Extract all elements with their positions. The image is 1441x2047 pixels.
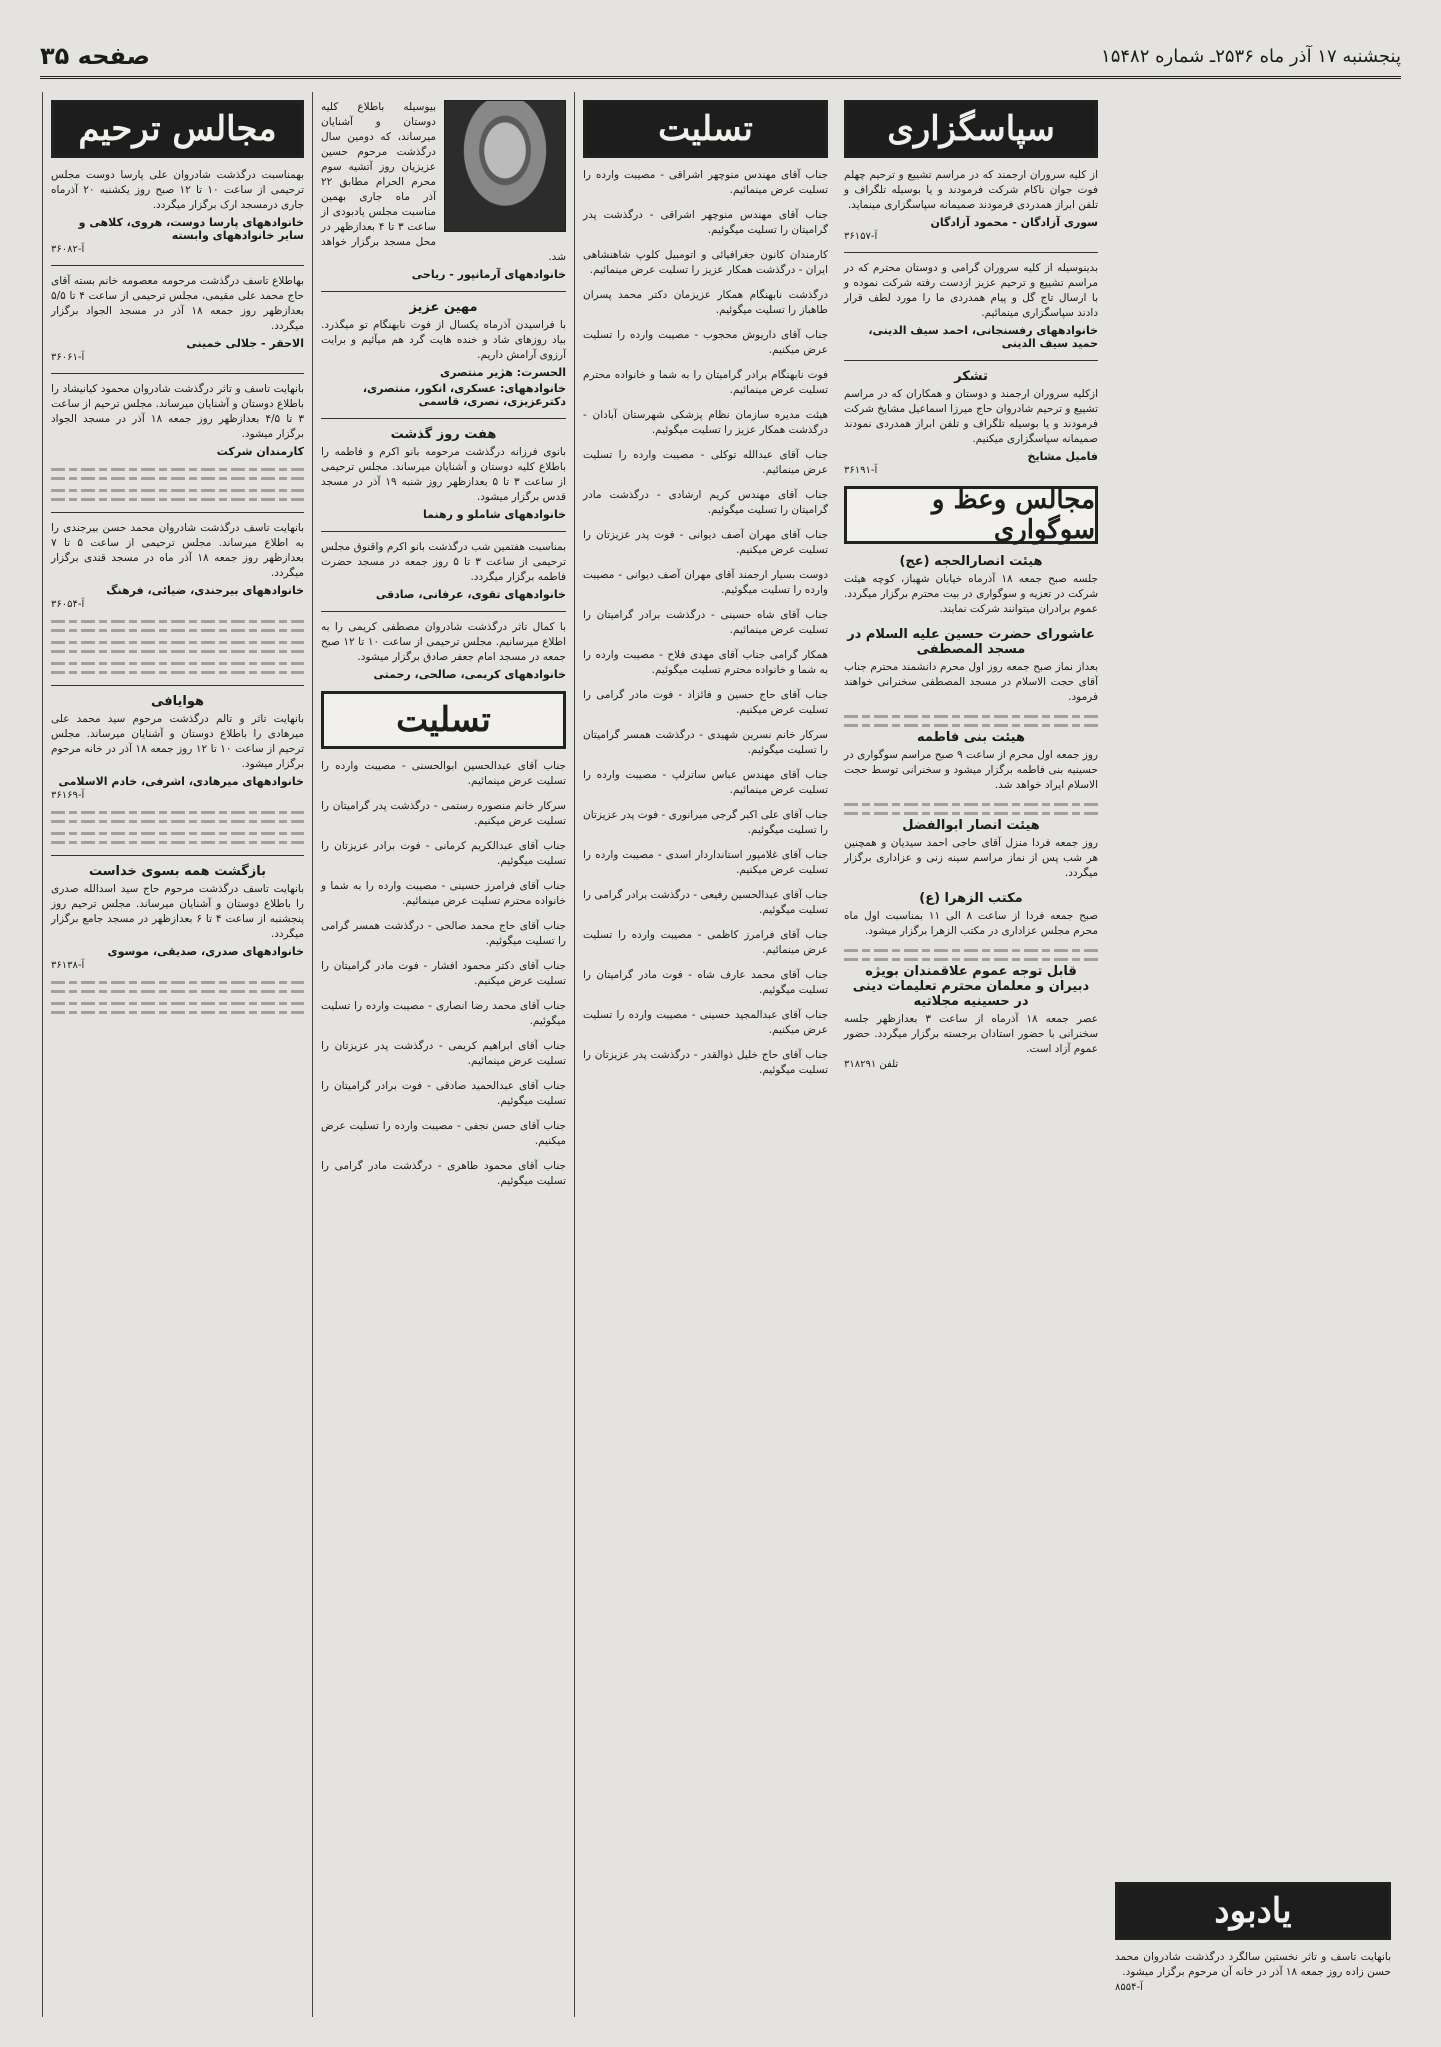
divider [321,611,566,612]
notice-code: آ-۳۶۰۵۴ [51,599,85,610]
notice-signature: خانوادههای رفسنجانی، احمد سیف الدینی، حمید سیف الدینی [868,324,1098,350]
notice-body: بمناسبت هفتمین شب درگذشت بانو اکرم واقنوق مجلس ترحیمی از ساعت ۳ تا ۵ روز جمعه در مسجد حضرت فاطمه برگزار میگردد. [321,541,566,583]
text-filler [51,620,304,635]
notice-code: آ-۳۶۰۸۲ [51,244,85,255]
condolence-text: جناب آقای مهندس عباس ساترلپ - مصیبت وارده را تسلیت عرض مینمائیم. [583,769,828,796]
notice-title: عاشورای حضرت حسین علیه السلام در مسجد المصطفی [847,627,1095,657]
text-filler [51,468,304,483]
notice-body: روز جمعه اول محرم از ساعت ۹ صبح مراسم سوگواری در حسینیه بنی فاطمه برگزار میشود و سخنرانی توسط حجت الاسلام ایراد خواهد شد. [844,749,1098,791]
divider [51,855,304,856]
condolence-item [583,288,828,318]
notice [321,427,566,521]
notice-body: بانوی فرزانه درگذشت مرحومه بانو اکرم و فاطمه را باطلاع کلیه دوستان و آشنایان میرساند. مجلس ترحیمی از ساعت ۳ تا ۵ بعدازظهر روز شنبه ۱۹ آذر در مسجد قدس برگزار میشود. [321,446,566,503]
banner-vaz-sogvari: مجالس وعظ و سوگواری [844,486,1098,544]
dateline: پنجشنبه ۱۷ آذر ماه ۲۵۳۶ـ شماره ۱۵۴۸۲ [1101,45,1401,67]
notice-title: هوایافی [150,694,205,709]
condolence-item [583,608,828,638]
notice-families: خانوادههای: عسکری، انکور، منتصری، دکترعزیزی، نصری، قاسمی [362,382,566,408]
condolence-item [583,1008,828,1038]
text-filler [51,811,304,826]
condolence-text: جناب آقای عبدالکریم کرمانی - فوت برادر عزیزتان را تسلیت میگوئیم. [321,840,566,867]
columns [42,92,1399,2017]
text-filler [844,803,1098,818]
condolence-item [321,999,566,1029]
notice-body: عصر جمعه ۱۸ آذرماه از ساعت ۳ بعدازظهر جلسه سخنرانی با حضور استادان برجسته برگزار میگردد. حضور عموم آزاد است. [844,1013,1098,1055]
column-tarhim [42,92,312,2017]
notice-signature: کارمندان شرکت [216,445,304,458]
condolence-item [583,1048,828,1078]
condolence-item [321,879,566,909]
divider [51,265,304,266]
notice-body: با کمال تاثر درگذشت شادروان مصطفی کریمی را به اطلاع میرسانیم. مجلس ترحیمی از ساعت ۱۰ تا ۱۲ صبح جمعه در مسجد امام جعفر صادق برگزار میشود. [321,621,567,663]
notice-title: مهین عزیز [409,300,478,315]
condolence-text: جناب آقای مهندس منوچهر اشراقی - درگذشت پدر گرامیتان را تسلیت میگوئیم. [583,209,828,236]
condolence-text: جناب آقای حاج خلیل ذوالقدر - درگذشت پدر عزیزتان را تسلیت میگوئیم. [583,1049,828,1076]
vaz-notice [844,964,1098,1070]
text-filler [51,1002,304,1017]
notice-title: هیئت انصارالحجه (عج) [899,554,1043,569]
condolence-item [583,928,828,958]
condolence-item [321,759,566,789]
condolence-item [583,368,828,398]
notice-body: بهمناسبت درگذشت شادروان علی پارسا دوست مجلس ترحیمی از ساعت ۱۰ تا ۱۲ صبح روز یکشنبه ۲۰ آذرماه جاری درمسجد ارک برگزار میگردد. [51,169,305,211]
condolence-text: جناب آقای ابراهیم کریمی - درگذشت پدر عزیزتان را تسلیت عرض مینمائیم. [321,1040,566,1067]
notice-body: جلسه صبح جمعه ۱۸ آذرماه خیابان شهباز، کوچه هیئت شرکت در تعزیه و سوگواری در بیت محترم برگزار میگردد. عموم برادران میتوانند شرکت نمایند. [844,573,1098,615]
notice-body: بانهایت تاسف و تاثر درگذشت شادروان محمود کیانیشاد را باطلاع دوستان و آشنایان میرساند. مجلس ترحیم از ساعت ۳ تا ۴/۵ بعدازظهر روز جمعه ۱۸ آذر در مسجد الجواد برگزار میشود. [51,383,305,440]
divider [321,418,566,419]
notice-signature: خانوادههای تقوی، عرفانی، صادقی [375,588,566,601]
divider [51,512,304,513]
notice-signature: خانوادههای پارسا دوست، هروی، کلاهی و سایر خانوادههای وابسته [78,216,304,242]
condolence-text: جناب آقای عبدالحسین ابوالحسنی - مصیبت وارده را تسلیت عرض مینمائیم. [321,760,566,787]
text-filler [51,489,304,504]
text-filler [51,832,304,847]
divider [321,531,566,532]
condolence-item [583,808,828,838]
condolence-text: درگذشت نابهنگام همکار عزیزمان دکتر محمد پسران طاهباز را تسلیت میگوئیم. [583,289,828,316]
notice-title: قابل توجه عموم علاقمندان بویژه دبیران و معلمان محترم تعلیمات دینی در حسینیه مجلاتیه [852,964,1090,1009]
notice-body: بانهایت تاسف درگذشت شادروان محمد حسن بیرجندی را به اطلاع میرساند. مجلس ترحیمی از ساعت ۵ تا ۷ بعدازظهر روز جمعه ۱۸ آذر ماه در مسجد قندی برگزار میگردد. [51,522,304,579]
notice [51,864,304,971]
condolence-item [321,839,566,869]
condolence-text: جناب آقای محمد عارف شاه - فوت مادر گرامیتان را تسلیت میگوئیم. [583,969,828,996]
notice [321,300,566,408]
notice [51,168,304,255]
banner-yadbud: یادبود [1115,1882,1391,1940]
condolence-item [583,968,828,998]
condolence-text: همکار گرامی جناب آقای مهدی فلاح - مصیبت وارده را به شما و خانواده محترم تسلیت میگوئیم. [583,649,828,676]
condolence-item [583,528,828,558]
condolence-text: سرکار خانم نسرین شهیدی - درگذشت همسر گرامیتان را تسلیت میگوئیم. [583,729,828,756]
notice-signature: خانوادههای بیرجندی، ضیائی، فرهنگ [106,584,304,597]
condolence-item [583,888,828,918]
condolence-text: جناب آقای فرامرز کاظمی - مصیبت وارده را تسلیت عرض مینمائیم. [583,929,828,956]
notice-title: هفت روز گذشت [390,427,497,442]
divider [844,360,1098,361]
condolence-text: جناب آقای عبدالمجید حسینی - مصیبت وارده را تسلیت عرض میکنیم. [583,1009,828,1036]
condolence-item [583,648,828,678]
notice-signature: خانوادههای آرمانپور - ریاحی [411,268,566,281]
notice-body: روز جمعه فردا منزل آقای حاجی احمد سیدیان و همچنین هر شب پس از نماز مراسم سینه زنی و عزاداری برگزار میگردد. [844,837,1098,879]
condolence-text: جناب آقای غلامپور استانداردار اسدی - مصیبت وارده را تسلیت عرض میکنیم. [583,849,828,876]
notice-title: هیئت بنی فاطمه [916,730,1026,745]
condolence-item [583,848,828,878]
condolence-item [321,1119,566,1149]
column-tasliyat [574,92,836,2017]
condolence-text: جناب آقای دکتر محمود افشار - فوت مادر گرامیتان را تسلیت عرض میکنیم. [321,960,566,987]
text-filler [51,981,304,996]
divider [51,685,304,686]
notice [844,261,1098,350]
notice-body: با فراسیدن آذرماه یکسال از فوت نابهنگام تو میگذرد. بیاد روزهای شاد و خنده هایت گرد هم میآئیم و برایت آرزوی آرامش داریم. [321,319,566,361]
condolence-item [321,1079,566,1109]
condolence-item [583,248,828,278]
condolence-item [583,688,828,718]
condolence-text: جناب آقای مهندس منوچهر اشراقی - مصیبت وارده را تسلیت عرض مینمائیم. [583,169,828,196]
divider [321,291,566,292]
column-sepas-vaz [836,92,1106,2017]
condolence-item [583,208,828,238]
notice-signature: الاحقر - جلالی خمینی [186,337,304,350]
condolence-item [583,408,828,438]
notice-title: تشکر [954,369,988,384]
vaz-notice [844,554,1098,617]
vaz-notice [844,818,1098,881]
notice-signature: خانوادههای میرهادی، اشرفی، خادم الاسلامی [58,775,304,788]
condolence-text: جناب آقای شاه حسینی - درگذشت برادر گرامیتان را تسلیت عرض مینمائیم. [583,609,828,636]
notice-code: آ-۸۵۵۴ [1115,1982,1143,1993]
notice-signature: خانوادههای کریمی، صالحی، رحمتی [373,668,566,681]
vaz-notice [844,627,1098,705]
condolence-text: جناب آقای عبدالحسین رفیعی - درگذشت برادر گرامی را تسلیت میگوئیم. [583,889,828,916]
obituary-with-photo [321,100,566,281]
notice-signature: خانوادههای صدری، صدیقی، موسوی [107,945,304,958]
condolence-text: هیئت مدیره سازمان نظام پزشکی شهرستان آبادان - درگذشت همکار عزیز را تسلیت میگوئیم. [583,409,828,436]
notice-code: تلفن ۳۱۸۲۹۱ [844,1059,899,1070]
banner-majales-tarhim: مجالس ترحیم [51,100,304,158]
condolence-text: جناب آقای حاج محمد صالحی - درگذشت همسر گرامی را تسلیت میگوئیم. [321,920,566,947]
banner-tasliyat: تسلیت [321,691,566,749]
condolence-item [583,488,828,518]
notice [51,521,304,610]
text-filler [51,662,304,677]
notice-body: بیوسیله باطلاع کلیه دوستان و آشنایان میرساند، که دومین سال درگذشت مرحوم حسین عزیزیان روز آتشیه سوم محرم الحرام مطابق ۲۲ آذر ماه جاری بهمین مناسبت مجلس یادبودی از ساعت ۳ تا ۴ بعدازظهر در محل مسجد برگزار خواهد شد. [321,101,566,263]
notice-signature: الحسرت: هژیر منتصری [440,366,566,379]
notice [844,168,1098,242]
notice-title: مکتب الزهرا (ع) [919,891,1023,906]
notice-body: بانهایت تاسف و تاثر نخستین سالگرد درگذشت شادروان محمد حسن زاده روز جمعه ۱۸ آذر در خانه آن مرحوم برگزار میشود. [1115,1951,1391,1978]
banner-tasliyat: تسلیت [583,100,828,158]
column-notices [312,92,574,2017]
notice-code: آ-۳۶۱۹۱ [844,465,878,476]
notice-code: آ-۳۶۰۶۱ [51,352,85,363]
condolence-text: کارمندان کانون جغرافیائی و اتومبیل کلوپ شاهنشاهی ایران - درگذشت همکار عزیز را تسلیت عرض مینمائیم. [583,249,828,276]
notice [51,382,304,458]
text-filler [51,641,304,656]
notice-body: ازکلیه سروران ارجمند و دوستان و همکاران که در مراسم تشییع و ترحیم شادروان حاج میرزا اسماعیل مشایخ شرکت فرمودند و یا بوسیله تلگراف و تلفن ابراز همدردی نمودند صمیمانه سپاسگزاری میکنیم. [844,388,1098,445]
notice-body: بعداز نماز صبح جمعه روز اول محرم دانشمند محترم جناب آقای حجت الاسلام در مسجد المصطفی سخنرانی خواهند فرمود. [844,661,1098,703]
condolence-text: جناب آقای حسن نجفی - مصیبت وارده را تسلیت عرض میکنیم. [321,1120,566,1147]
condolence-item [321,919,566,949]
notice-code: آ-۳۶۱۶۹ [51,790,85,801]
notice-code: آ-۳۶۱۵۷ [844,231,878,242]
text-filler [844,949,1098,964]
yadbud-section [1115,1874,1391,2003]
condolence-text: فوت نابهنگام برادر گرامیتان را به شما و خانواده محترم تسلیت عرض مینمائیم. [583,369,828,396]
notice [51,694,304,801]
condolence-text: جناب آقای علی اکبر گرجی میرانوری - فوت پدر عزیزتان را تسلیت میگوئیم. [583,809,828,836]
condolence-text: جناب آقای عبدالحمید صادقی - فوت برادر گرامیتان را تسلیت میگوئیم. [321,1080,566,1107]
notice-body: از کلیه سروران ارجمند که در مراسم تشییع و ترحیم چهلم فوت جوان ناکام شرکت فرمودند و یا بوسیله تلگراف و تلفن ابراز همدردی فرمودند صمیمانه سپاسگزاری مینماید. [844,169,1098,211]
notice-title: بازگشت همه بسوی خداست [88,864,267,879]
condolence-text: جناب آقای عبدالله توکلی - مصیبت وارده را تسلیت عرض مینمائیم. [583,449,828,476]
notice-body: بانهایت تاثر و تالم درگذشت مرحوم سید محمد علی میرهادی را باطلاع دوستان و آشنایان میرساند. مجلس ترحیم از ساعت ۱۰ تا ۱۲ روز جمعه ۱۸ آذر در خانه مرحوم برگزار میشود. [51,713,305,770]
notice [1115,1950,1391,1993]
notice-body: بانهایت تاسف درگذشت مرحوم حاج سید اسدالله صدری را باطلاع دوستان و آشنایان میرساند. مجلس ترحیم روز پنجشنبه از ساعت ۴ تا ۶ بعدازظهر در مسجد جامع برگزار میگردد. [51,883,305,940]
notice-signature: خانوادههای شاملو و رهنما [422,508,566,521]
condolence-text: جناب آقای حاج حسین و فائزاد - فوت مادر گرامی را تسلیت عرض میکنیم. [583,689,828,716]
condolence-text: جناب آقای فرامرز حسینی - مصیبت وارده را به شما و خانواده محترم تسلیت عرض مینمائیم. [321,880,566,907]
divider [51,373,304,374]
portrait-photo [444,100,566,232]
condolence-item [583,768,828,798]
condolence-text: دوست بسیار ارجمند آقای مهران آصف دیوانی - مصیبت وارده را تسلیت میگوئیم. [583,569,828,596]
condolence-text: سرکار خانم منصوره رستمی - درگذشت پدر گرامیتان را تسلیت عرض میکنیم. [321,800,566,827]
page-number: صفحه ۳۵ [40,42,150,70]
condolence-item [321,1159,566,1189]
condolence-item [321,959,566,989]
vaz-notice [844,891,1098,939]
condolence-item [583,568,828,598]
condolence-text: جناب آقای مهران آصف دیوانی - فوت پدر عزیزتان را تسلیت عرض میکنیم. [583,529,828,556]
notice [844,369,1098,476]
notice-code: آ-۳۶۱۳۸ [51,960,85,971]
condolence-text: جناب آقای مهندس کریم ارشادی - درگذشت مادر گرامیتان را تسلیت میگوئیم. [583,489,828,516]
condolence-item [583,728,828,758]
condolence-item [321,1039,566,1069]
notice-body: بدینوسیله از کلیه سروران گرامی و دوستان محترم که در مراسم تشییع و ترحیم عزیز ازدست رفته شرکت نموده و با ارسال تاج گل و پیام همدردی ما را مورد لطف قرار دادند سپاسگزاری مینمائیم. [844,262,1098,319]
page-header [40,36,1401,79]
notice [321,620,566,681]
banner-sepasgozari: سپاسگزاری [844,100,1098,158]
notice-title: هیئت انصار ابوالفضل [902,818,1040,833]
notice-body: صبح جمعه فردا از ساعت ۸ الی ۱۱ بمناسبت اول ماه محرم مجلس عزاداری در مکتب الزهرا برگزار میشود. [844,910,1098,937]
notice [321,540,566,601]
condolence-text: جناب آقای محمد رضا انصاری - مصیبت وارده را تسلیت میگوئیم. [321,1000,566,1027]
notice [51,274,304,363]
condolence-item [321,799,566,829]
notice-body: بهاطلاع تاسف درگذشت مرحومه معصومه خانم بسته آقای حاج محمد علی مقیمی، مجلس ترحیمی از ساعت ۴ تا ۵/۵ بعدازظهر روز جمعه ۱۸ آذر در مسجد الجواد برگزار میگردد. [51,275,305,332]
condolence-text: جناب آقای داریوش محجوب - مصیبت وارده را تسلیت عرض میکنیم. [583,329,828,356]
vaz-notice [844,730,1098,793]
condolence-item [583,168,828,198]
text-filler [844,715,1098,730]
notice-signature: فامیل مشایخ [1027,450,1098,463]
condolence-item [583,328,828,358]
condolence-text: جناب آقای محمود طاهری - درگذشت مادر گرامی را تسلیت میگوئیم. [321,1160,566,1187]
notice-signature: سوری آزادگان - محمود آزادگان [930,216,1098,229]
condolence-item [583,448,828,478]
divider [844,252,1098,253]
